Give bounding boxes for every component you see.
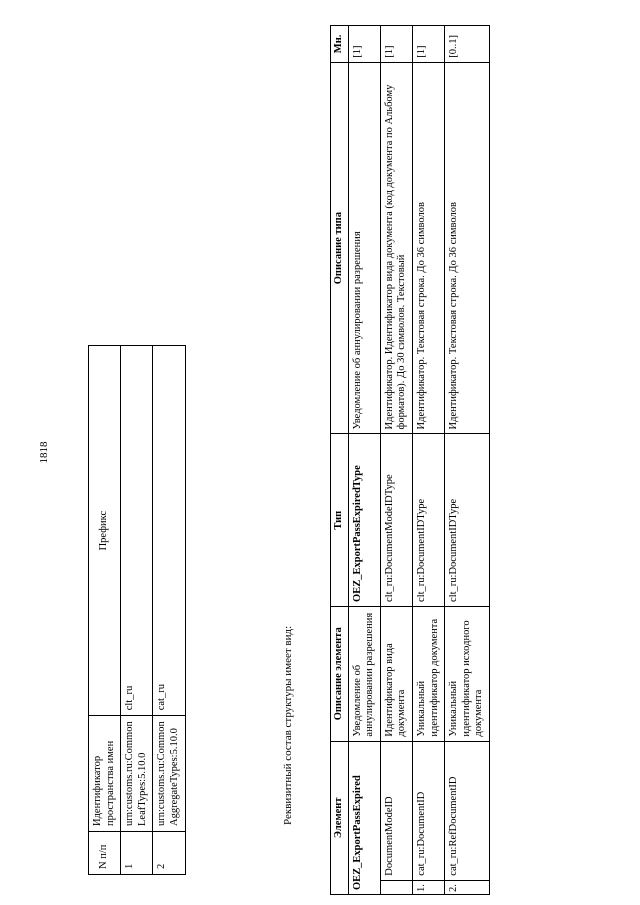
header-cell: Элемент xyxy=(331,741,349,894)
element-description: Идентификатор вида документа xyxy=(380,606,412,741)
page-number: 1818 xyxy=(38,441,50,464)
multiplicity: [1] xyxy=(348,26,380,63)
header-cell: Тип xyxy=(331,434,349,606)
element-name: cat_ru:RefDocumentID xyxy=(445,741,490,880)
header-cell: Идентификатор пространства имен xyxy=(89,716,121,832)
table-row xyxy=(412,26,444,895)
type-description: Идентификатор. Текстовая строка. До 36 символов xyxy=(412,62,444,434)
type-description: Уведомление об аннулировании разрешения xyxy=(348,62,380,434)
header-cell: Префикс xyxy=(89,346,121,716)
row-number: 2 xyxy=(153,832,185,875)
element-type: clt_ru:DocumentModeIDType xyxy=(380,434,412,606)
element-name: DocumentModeID xyxy=(380,741,412,880)
table-row xyxy=(445,26,490,895)
element-name: OEZ_ExportPassExpired xyxy=(348,741,380,894)
header-cell: Описание типа xyxy=(331,62,349,434)
header-cell: N п/п xyxy=(89,832,121,875)
structure-table xyxy=(330,25,490,895)
row-number: 1. xyxy=(412,880,444,894)
table-row xyxy=(153,346,185,875)
namespace-prefix: cat_ru xyxy=(153,346,185,716)
structure-table-header xyxy=(331,26,349,895)
multiplicity: [0..1] xyxy=(445,26,490,63)
row-number: 2. xyxy=(445,880,490,894)
type-description: Идентификатор. Текстовая строка. До 36 символов xyxy=(445,62,490,434)
element-type: clt_ru:DocumentIDType xyxy=(412,434,444,606)
element-name: cat_ru:DocumentID xyxy=(412,741,444,880)
table-row-root xyxy=(348,26,380,895)
type-description: Идентификатор. Идентификатор вида документа (код документа по Альбому форматов). До 30 символов. Текстовый xyxy=(380,62,412,434)
table-row xyxy=(380,26,412,895)
multiplicity: [1] xyxy=(412,26,444,63)
element-description: Уникальный идентификатор исходного документа xyxy=(445,606,490,741)
namespace-prefix: clt_ru xyxy=(121,346,153,716)
multiplicity: [1] xyxy=(380,26,412,63)
header-cell: Описание элемента xyxy=(331,606,349,741)
namespace-uri: urn:customs.ru:Common LeafTypes:5.10.0 xyxy=(121,716,153,832)
row-number xyxy=(380,880,412,894)
header-cell: Мн. xyxy=(331,26,349,63)
element-type: clt_ru:DocumentIDType xyxy=(445,434,490,606)
row-number: 1 xyxy=(121,832,153,875)
intro-text: Реквизитный состав структуры имеет вид: xyxy=(282,625,294,825)
element-description: Уникальный идентификатор документа xyxy=(412,606,444,741)
namespace-table xyxy=(88,345,186,875)
table-row xyxy=(121,346,153,875)
element-type: OEZ_ExportPassExpiredType xyxy=(348,434,380,606)
namespace-uri: urn:customs.ru:Common AggregateTypes:5.10.0 xyxy=(153,716,185,832)
namespace-table-header xyxy=(89,346,121,875)
element-description: Уведомление об аннулировании разрешения xyxy=(348,606,380,741)
